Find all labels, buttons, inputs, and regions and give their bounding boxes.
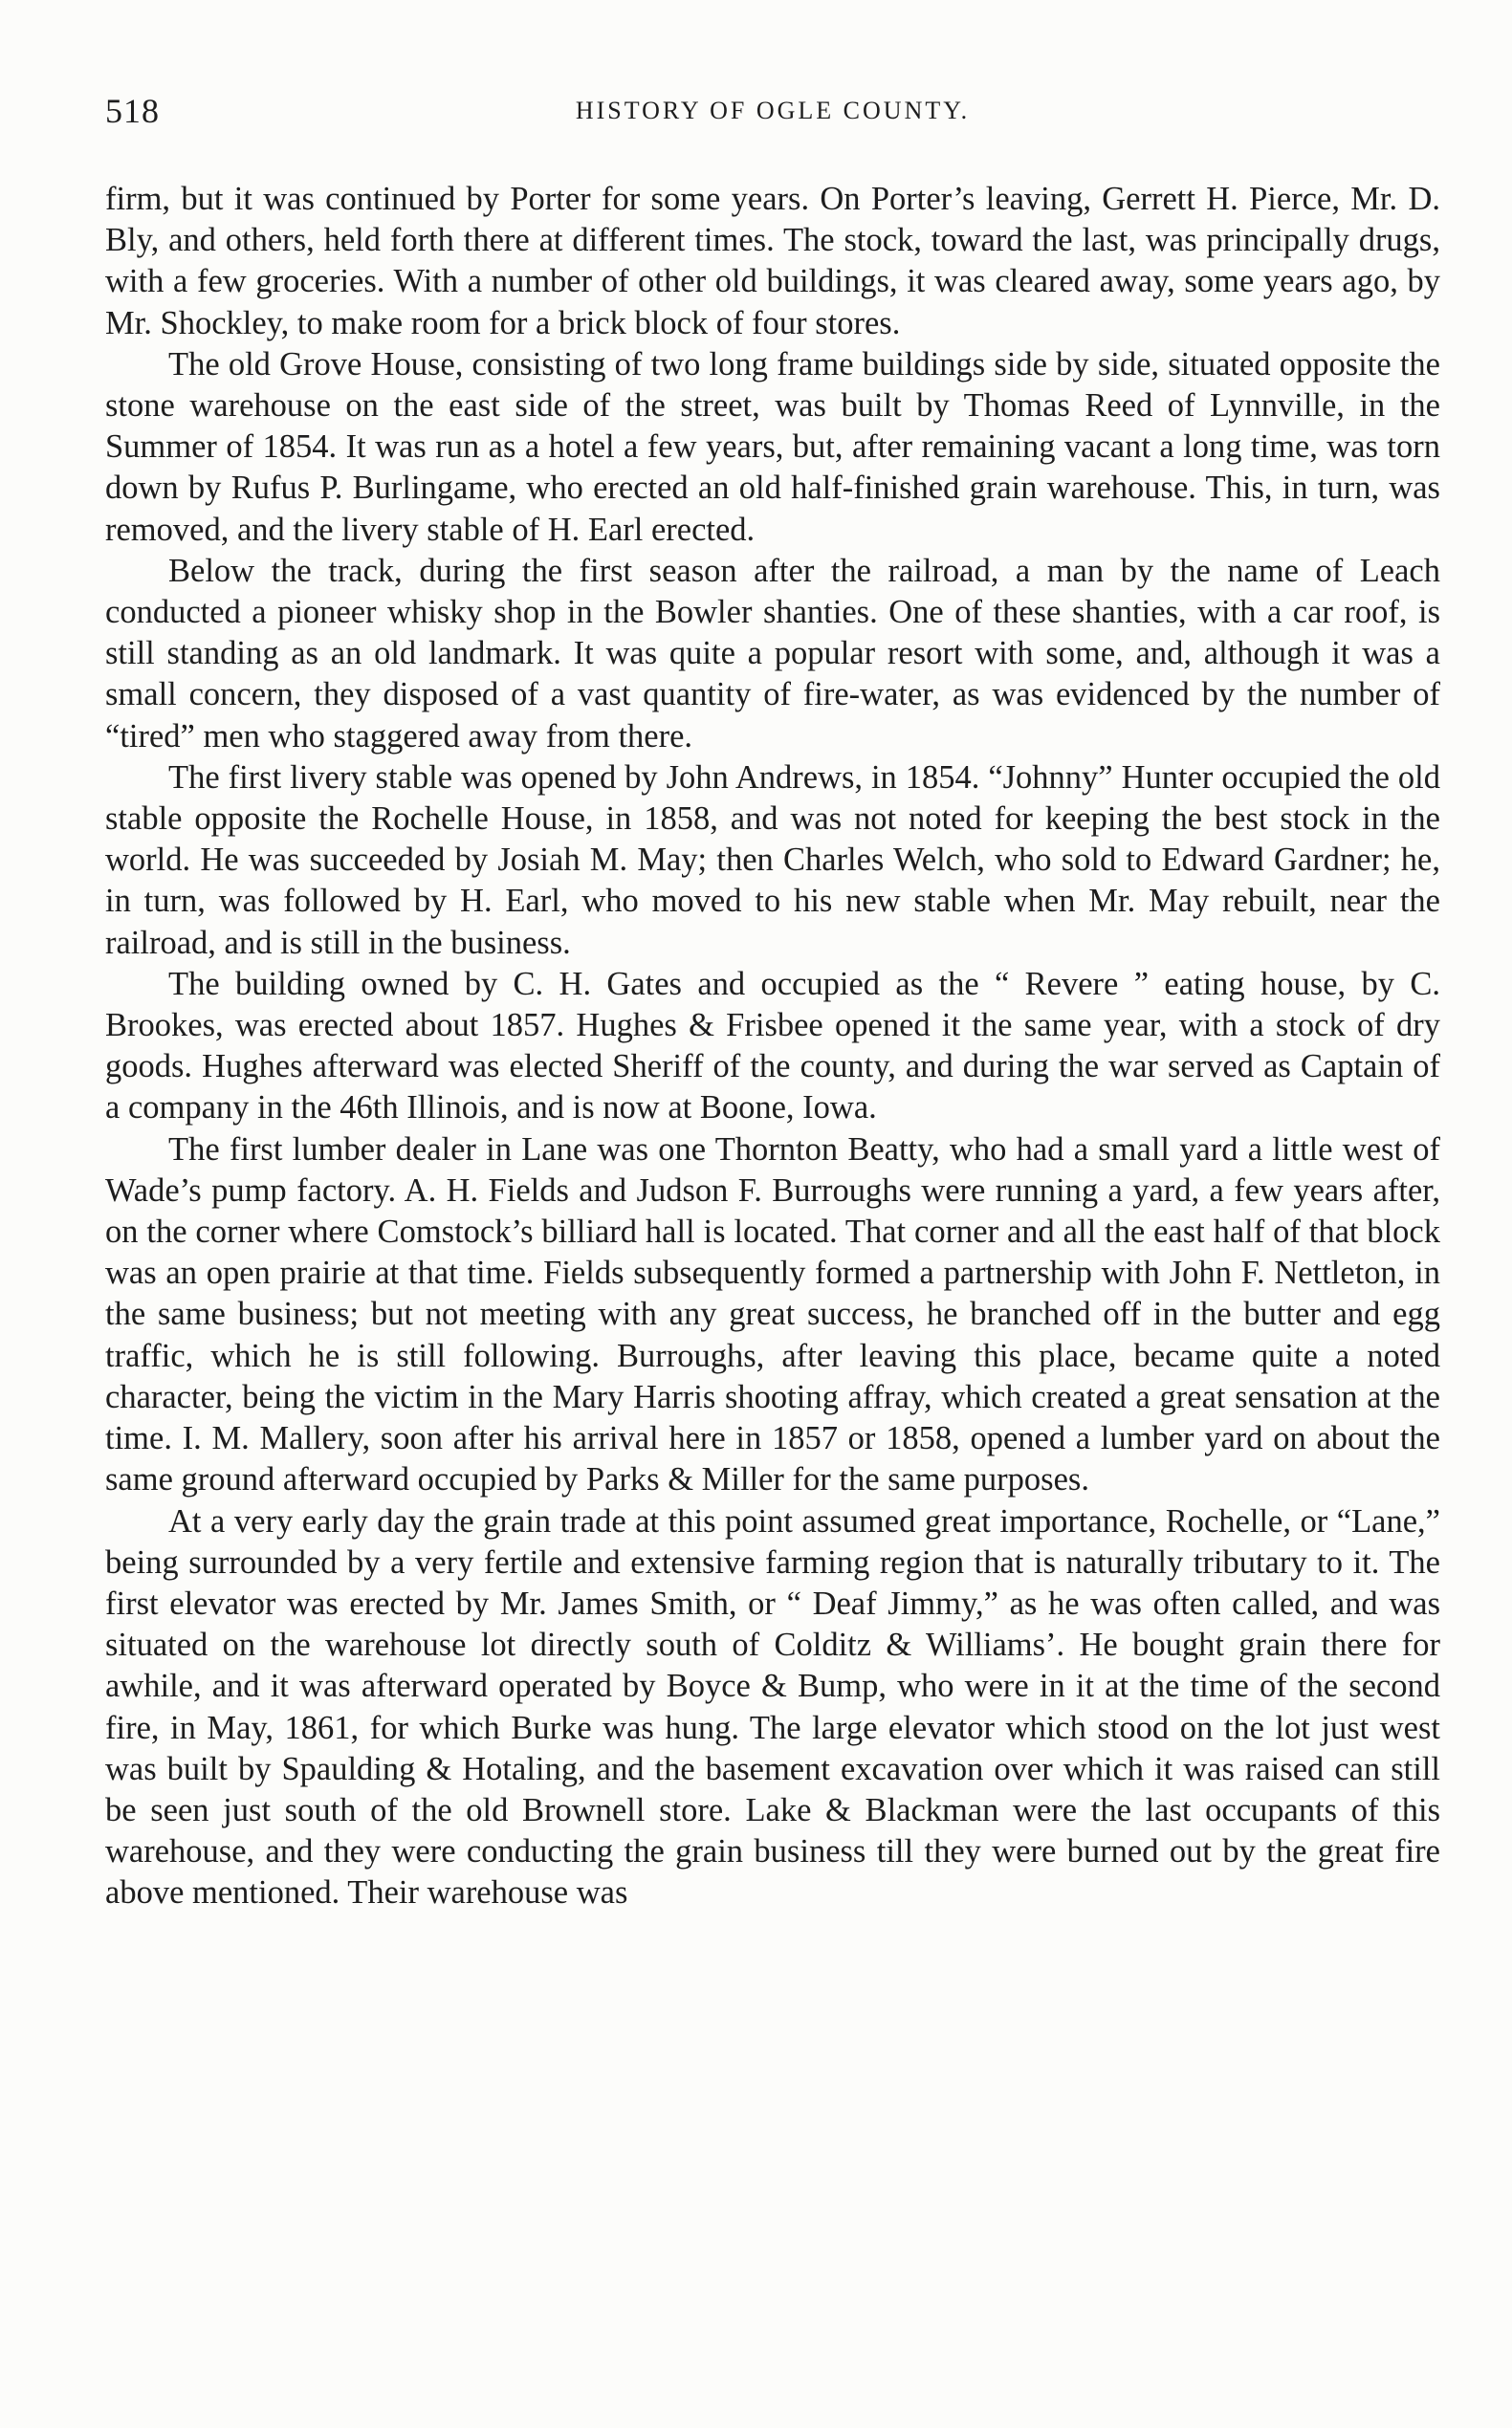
page-header	[105, 91, 1440, 139]
document-page	[105, 91, 1440, 1914]
paragraph-livery-stable: The first livery stable was opened by John Andrews, in 1854. “Johnny” Hunter occupied the old stable opposite the Rochelle House, in 1858, and was not noted for keeping the best stock in the world. He was succeeded by Josiah M. May; then Charles Welch, who sold to Edward Gardner; he, in turn, was followed by H. Earl, who moved to his new stable when Mr. May rebuilt, near the railroad, and is still in the business.	[105, 758, 1440, 961]
paragraph-grove-house: The old Grove House, consisting of two long frame buildings side by side, situated opposite the stone warehouse on the east side of the street, was built by Thomas Reed of Lynnville, in the Summer of 1854. It was run as a hotel a few years, but, after remaining vacant a long time, was torn down by Rufus P. Burlingame, who erected an old half-finished grain warehouse. This, in turn, was removed, and the livery stable of H. Earl erected.	[105, 345, 1440, 548]
paragraph-leach-whisky-shop: Below the track, during the first season after the railroad, a man by the name of Leach conducted a pioneer whisky shop in the Bowler shanties. One of these shanties, with a car roof, is still standing as an old landmark. It was quite a popular resort with some, and, although it was a small concern, they disposed of a vast quantity of fire-water, as was evidenced by the number of “tired” men who staggered away from there.	[105, 552, 1440, 755]
running-title: HISTORY OF OGLE COUNTY.	[575, 97, 971, 124]
paragraph-revere-eating-house: The building owned by C. H. Gates and occupied as the “ Revere ” eating house, by C. Brookes, was erected about 1857. Hughes & Frisbee opened it the same year, with a stock of dry goods. Hughes afterward was elected Sheriff of the county, and during the war served as Captain of a company in the 46th Illinois, and is now at Boone, Iowa.	[105, 965, 1440, 1127]
paragraph-lumber-dealer: The first lumber dealer in Lane was one Thornton Beatty, who had a small yard a little west of Wade’s pump factory. A. H. Fields and Judson F. Burroughs were running a yard, a few years after, on the corner where Comstock’s billiard hall is located. That corner and all the east half of that block was an open prairie at that time. Fields subsequently formed a partnership with John F. Nettleton, in the same business; but not meeting with any great success, he branched off in the butter and egg traffic, which he is still following. Burroughs, after leaving this place, became quite a noted character, being the victim in the Mary Harris shooting affray, which created a great sensation at the time. I. M. Mallery, soon after his arrival here in 1857 or 1858, opened a lumber yard on about the same ground afterward occupied by Parks & Miller for the same purposes.	[105, 1130, 1440, 1498]
page-number: 518	[105, 92, 160, 130]
paragraph-continuation: firm, but it was continued by Porter for some years. On Porter’s leaving, Gerrett H. Pierce, Mr. D. Bly, and others, held forth there at different times. The stock, toward the last, was principally drugs, with a few groceries. With a number of other old buildings, it was cleared away, some years ago, by Mr. Shockley, to make room for a brick block of four stores.	[105, 181, 1440, 341]
paragraph-grain-trade: At a very early day the grain trade at this point assumed great importance, Rochelle, or “Lane,” being surrounded by a very fertile and extensive farming region that is naturally tributary to it. The first elevator was erected by Mr. James Smith, or “ Deaf Jimmy,” as he was often called, and was situated on the warehouse lot directly south of Colditz & Williams’. He bought grain there for awhile, and it was afterward operated by Boyce & Bump, who were in it at the time of the second fire, in May, 1861, for which Burke was hung. The large elevator which stood on the lot just west was built by Spaulding & Hotaling, and the basement excavation over which it was raised can still be seen just south of the old Brownell store. Lake & Blackman were the last occupants of this warehouse, and they were conducting the grain business till they were burned out by the great fire above mentioned. Their warehouse was	[105, 1502, 1440, 1912]
body-text	[105, 179, 1440, 1914]
